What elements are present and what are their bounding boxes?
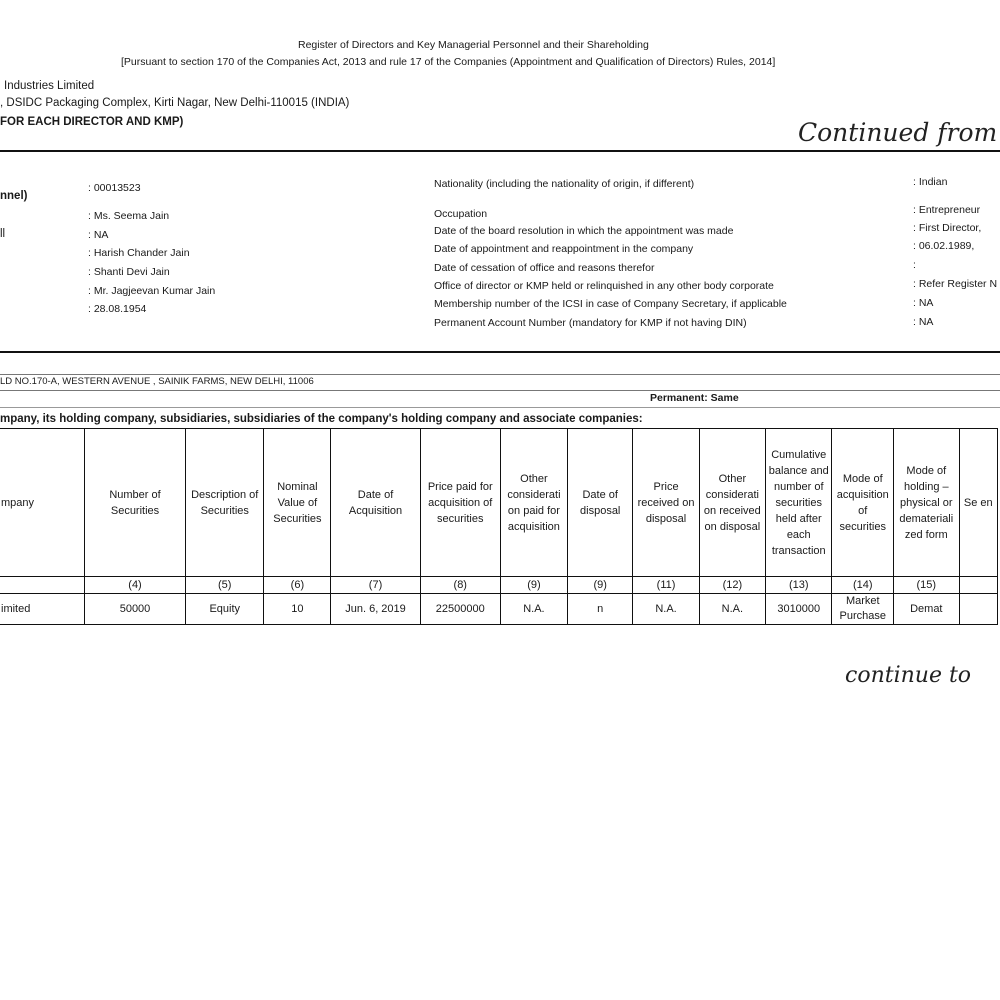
pan-value: : NA [913,316,934,328]
nationality-label: Nationality (including the nationality of origin, if different) [434,178,695,190]
permanent-rule [0,407,1000,408]
header-truncated: Se en [959,429,997,577]
column-number: (6) [264,577,331,594]
board-resolution-label: Date of the board resolution in which the appointment was made [434,225,734,237]
securities-table [0,428,998,625]
header-date-of-acquisition: Date of Acquisition [331,429,420,577]
cessation-label: Date of cessation of office and reasons therefor [434,262,655,274]
permanent-address: Permanent: Same [650,392,739,404]
address-top-rule [0,374,1000,375]
cell-other-consideration-paid: N.A. [500,594,567,625]
header-nominal-value: Nominal Value of Securities [264,429,331,577]
header-other-consideration-paid: Other considerati on paid for acquisition [500,429,567,577]
icsi-value: : NA [913,297,934,309]
left-label-2: ll [0,228,6,240]
column-number: (7) [331,577,420,594]
header-number-of-securities: Number of Securities [85,429,186,577]
board-resolution-value: : First Director, [913,222,982,234]
cell-date-of-disposal: n [568,594,633,625]
company-name: Industries Limited [4,80,95,92]
register-title: Register of Directors and Key Managerial Personnel and their Shareholding [298,39,649,51]
spouse-name-value: : Mr. Jagjeevan Kumar Jain [88,285,216,297]
header-price-paid: Price paid for acquisition of securities [420,429,500,577]
pan-label: Permanent Account Number (mandatory for KMP if not having DIN) [434,317,747,329]
securities-caption: mpany, its holding company, subsidiaries, subsidiaries of the company's holding company and associate companies: [0,413,643,425]
column-number: (8) [420,577,500,594]
handwritten-continued-from: Continued from [798,118,998,147]
column-number: (14) [832,577,894,594]
cell-cumulative-balance: 3010000 [766,594,832,625]
top-divider [0,150,1000,152]
name-value: : Ms. Seema Jain [88,210,170,222]
header-cumulative-balance: Cumulative balance and number of securities held after each transaction [766,429,832,577]
occupation-label: Occupation [434,208,488,220]
cell-mode-of-holding: Demat [894,594,959,625]
column-number: (11) [633,577,699,594]
section-title: FOR EACH DIRECTOR AND KMP) [0,116,184,128]
column-number: (4) [85,577,186,594]
header-date-of-disposal: Date of disposal [568,429,633,577]
appointment-label: Date of appointment and reappointment in the company [434,243,694,255]
cell-mode-of-acquisition: Market Purchase [832,594,894,625]
occupation-value: : Entrepreneur [913,204,981,216]
middle-divider [0,351,1000,353]
table-header-row [0,429,998,577]
icsi-label: Membership number of the ICSI in case of Company Secretary, if applicable [434,298,787,310]
present-address: LD NO.170-A, WESTERN AVENUE , SAINIK FARMS, NEW DELHI, 11006 [0,376,314,387]
cell-description: Equity [186,594,264,625]
appointment-value: : 06.02.1989, [913,240,975,252]
cell-company: imited [0,594,85,625]
father-name-value: : Harish Chander Jain [88,247,190,259]
din-value: : 00013523 [88,182,141,194]
cell-price-received: N.A. [633,594,699,625]
header-mode-of-holding: Mode of holding – physical or demateriali zed form [894,429,959,577]
address-bottom-rule [0,390,1000,391]
header-price-received: Price received on disposal [633,429,699,577]
cell-number-of-securities: 50000 [85,594,186,625]
mother-name-value: : Shanti Devi Jain [88,266,170,278]
header-mode-of-acquisition: Mode of acquisition of securities [832,429,894,577]
other-office-label: Office of director or KMP held or relinquished in any other body corporate [434,280,774,292]
table-row [0,594,998,625]
dob-value: : 28.08.1954 [88,303,147,315]
nationality-value: : Indian [913,176,948,188]
column-number: (13) [766,577,832,594]
left-label-1: nnel) [0,190,28,202]
column-number [959,577,997,594]
column-number [0,577,85,594]
table-number-row [0,577,998,594]
column-number: (9) [568,577,633,594]
cell-other-consideration-received: N.A. [699,594,765,625]
header-other-consideration-received: Other considerati on received on disposal [699,429,765,577]
column-number: (12) [699,577,765,594]
column-number: (5) [186,577,264,594]
cell-date-of-acquisition: Jun. 6, 2019 [331,594,420,625]
cessation-value: : [913,259,916,271]
header-description: Description of Securities [186,429,264,577]
column-number: (15) [894,577,959,594]
handwritten-continue-to: continue to [845,663,972,688]
header-company: mpany [0,429,85,577]
register-subtitle: [Pursuant to section 170 of the Companies Act, 2013 and rule 17 of the Companies (Appointment and Qualification of Directors) Rules, 2014] [121,56,776,68]
cell-price-paid: 22500000 [420,594,500,625]
column-number: (9) [500,577,567,594]
other-office-value: : Refer Register N [913,278,998,290]
cell-truncated [959,594,997,625]
former-name-value: : NA [88,229,109,241]
company-address: , DSIDC Packaging Complex, Kirti Nagar, New Delhi-110015 (INDIA) [0,97,350,109]
cell-nominal-value: 10 [264,594,331,625]
